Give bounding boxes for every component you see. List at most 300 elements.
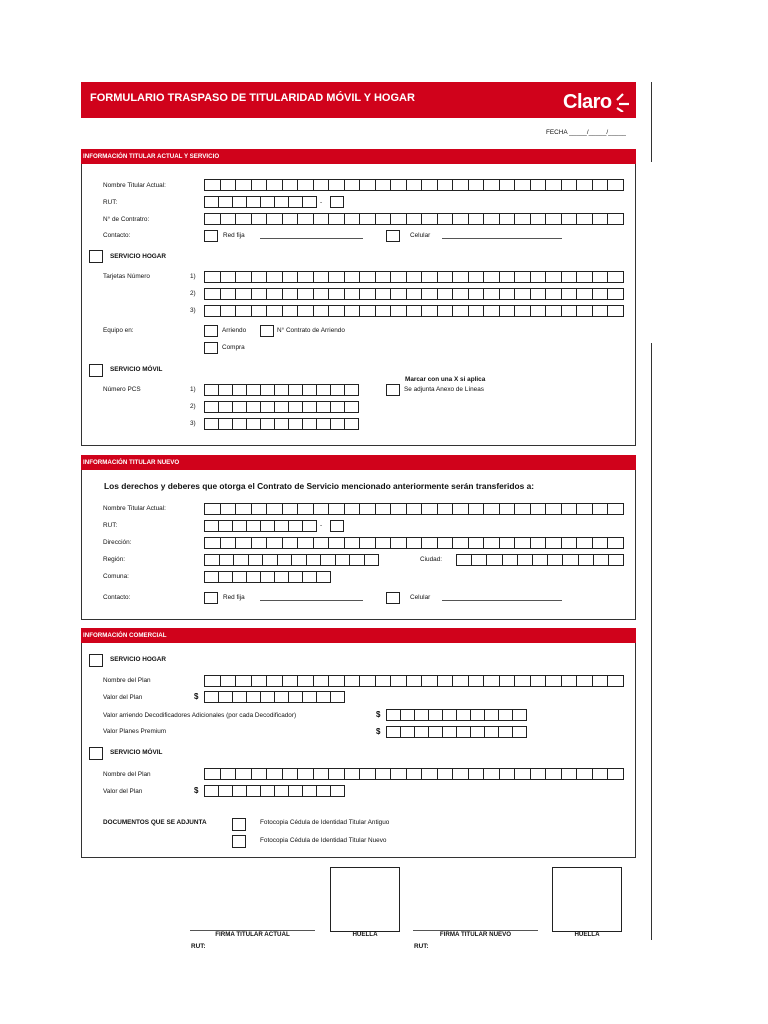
char-cell[interactable] [267, 179, 283, 191]
anexo-checkbox[interactable] [386, 384, 400, 396]
char-cell[interactable] [205, 384, 219, 396]
char-cell[interactable] [577, 305, 593, 317]
char-cell[interactable] [453, 179, 469, 191]
char-cell[interactable] [261, 571, 275, 583]
char-cell[interactable] [219, 196, 233, 208]
char-cell[interactable] [283, 768, 299, 780]
char-cell[interactable] [438, 179, 454, 191]
char-cell[interactable] [233, 401, 247, 413]
char-cell[interactable] [307, 554, 322, 566]
char-cell[interactable] [261, 520, 275, 532]
char-cell[interactable] [577, 503, 593, 515]
char-cell[interactable] [261, 785, 275, 797]
char-cell[interactable] [303, 384, 317, 396]
char-cell[interactable] [261, 418, 275, 430]
pcs-3-cells[interactable] [204, 418, 359, 430]
celular-line[interactable] [442, 238, 562, 239]
char-cell[interactable] [345, 537, 361, 549]
char-cell[interactable] [500, 503, 516, 515]
char-cell[interactable] [205, 571, 219, 583]
char-cell[interactable] [283, 288, 299, 300]
char-cell[interactable] [443, 726, 457, 738]
char-cell[interactable] [562, 271, 578, 283]
char-cell[interactable] [236, 503, 252, 515]
char-cell[interactable] [391, 179, 407, 191]
char-cell[interactable] [422, 537, 438, 549]
char-cell[interactable] [562, 305, 578, 317]
char-cell[interactable] [289, 384, 303, 396]
char-cell[interactable] [275, 785, 289, 797]
char-cell[interactable] [422, 271, 438, 283]
char-cell[interactable] [469, 288, 485, 300]
valor-arriendo-cells[interactable] [386, 709, 527, 721]
char-cell[interactable] [233, 520, 247, 532]
char-cell[interactable] [562, 213, 578, 225]
char-cell[interactable] [562, 768, 578, 780]
char-cell[interactable] [484, 288, 500, 300]
char-cell[interactable] [205, 554, 220, 566]
char-cell[interactable] [275, 418, 289, 430]
char-cell[interactable] [298, 768, 314, 780]
char-cell[interactable] [608, 537, 624, 549]
direccion-cells[interactable] [204, 537, 624, 549]
char-cell[interactable] [345, 418, 359, 430]
char-cell[interactable] [247, 418, 261, 430]
char-cell[interactable] [376, 768, 392, 780]
char-cell[interactable] [484, 768, 500, 780]
char-cell[interactable] [376, 213, 392, 225]
char-cell[interactable] [350, 554, 365, 566]
char-cell[interactable] [387, 726, 401, 738]
char-cell[interactable] [593, 675, 609, 687]
char-cell[interactable] [317, 401, 331, 413]
char-cell[interactable] [387, 709, 401, 721]
char-cell[interactable] [314, 503, 330, 515]
char-cell[interactable] [546, 768, 562, 780]
char-cell[interactable] [518, 554, 533, 566]
char-cell[interactable] [438, 288, 454, 300]
char-cell[interactable] [249, 554, 264, 566]
char-cell[interactable] [469, 179, 485, 191]
char-cell[interactable] [317, 571, 331, 583]
char-cell[interactable] [331, 401, 345, 413]
char-cell[interactable] [252, 675, 268, 687]
rut-cells[interactable] [204, 196, 317, 208]
char-cell[interactable] [283, 271, 299, 283]
char-cell[interactable] [608, 271, 624, 283]
char-cell[interactable] [457, 709, 471, 721]
char-cell[interactable] [275, 571, 289, 583]
char-cell[interactable] [314, 271, 330, 283]
char-cell[interactable] [391, 537, 407, 549]
char-cell[interactable] [515, 288, 531, 300]
char-cell[interactable] [219, 520, 233, 532]
char-cell[interactable] [303, 196, 317, 208]
char-cell[interactable] [593, 213, 609, 225]
char-cell[interactable] [303, 691, 317, 703]
char-cell[interactable] [453, 675, 469, 687]
char-cell[interactable] [548, 554, 563, 566]
char-cell[interactable] [407, 179, 423, 191]
char-cell[interactable] [577, 179, 593, 191]
char-cell[interactable] [546, 305, 562, 317]
char-cell[interactable] [391, 288, 407, 300]
char-cell[interactable] [221, 179, 237, 191]
char-cell[interactable] [453, 503, 469, 515]
char-cell[interactable] [453, 288, 469, 300]
nombre-titular-actual-cells[interactable] [204, 179, 624, 191]
char-cell[interactable] [278, 554, 293, 566]
char-cell[interactable] [360, 675, 376, 687]
char-cell[interactable] [407, 288, 423, 300]
char-cell[interactable] [469, 537, 485, 549]
char-cell[interactable] [608, 288, 624, 300]
char-cell[interactable] [247, 571, 261, 583]
char-cell[interactable] [376, 179, 392, 191]
char-cell[interactable] [267, 768, 283, 780]
char-cell[interactable] [317, 785, 331, 797]
char-cell[interactable] [298, 675, 314, 687]
char-cell[interactable] [407, 537, 423, 549]
nombre-plan-movil-cells[interactable] [204, 768, 624, 780]
char-cell[interactable] [289, 196, 303, 208]
char-cell[interactable] [531, 675, 547, 687]
char-cell[interactable] [438, 271, 454, 283]
char-cell[interactable] [283, 675, 299, 687]
char-cell[interactable] [261, 401, 275, 413]
char-cell[interactable] [608, 675, 624, 687]
char-cell[interactable] [515, 503, 531, 515]
char-cell[interactable] [531, 768, 547, 780]
char-cell[interactable] [236, 213, 252, 225]
celular-checkbox[interactable] [386, 230, 400, 242]
nombre-plan-hogar-cells[interactable] [204, 675, 624, 687]
char-cell[interactable] [331, 418, 345, 430]
valor-premium-cells[interactable] [386, 726, 527, 738]
char-cell[interactable] [221, 503, 237, 515]
char-cell[interactable] [205, 305, 221, 317]
char-cell[interactable] [360, 179, 376, 191]
ciudad-cells[interactable] [456, 554, 624, 566]
char-cell[interactable] [422, 305, 438, 317]
char-cell[interactable] [314, 768, 330, 780]
char-cell[interactable] [261, 196, 275, 208]
char-cell[interactable] [453, 768, 469, 780]
char-cell[interactable] [221, 537, 237, 549]
char-cell[interactable] [345, 503, 361, 515]
char-cell[interactable] [221, 271, 237, 283]
char-cell[interactable] [500, 213, 516, 225]
char-cell[interactable] [219, 785, 233, 797]
region-cells[interactable] [204, 554, 379, 566]
char-cell[interactable] [303, 520, 317, 532]
char-cell[interactable] [484, 213, 500, 225]
char-cell[interactable] [298, 503, 314, 515]
char-cell[interactable] [422, 288, 438, 300]
char-cell[interactable] [205, 520, 219, 532]
char-cell[interactable] [577, 288, 593, 300]
char-cell[interactable] [609, 554, 624, 566]
char-cell[interactable] [267, 213, 283, 225]
char-cell[interactable] [593, 768, 609, 780]
char-cell[interactable] [261, 384, 275, 396]
char-cell[interactable] [252, 503, 268, 515]
char-cell[interactable] [298, 288, 314, 300]
char-cell[interactable] [376, 271, 392, 283]
char-cell[interactable] [360, 768, 376, 780]
char-cell[interactable] [298, 213, 314, 225]
valor-plan-movil-cells[interactable] [204, 785, 345, 797]
valor-plan-hogar-cells[interactable] [204, 691, 345, 703]
char-cell[interactable] [261, 691, 275, 703]
char-cell[interactable] [345, 384, 359, 396]
char-cell[interactable] [205, 675, 221, 687]
char-cell[interactable] [267, 288, 283, 300]
celular-nuevo-checkbox[interactable] [386, 592, 400, 604]
char-cell[interactable] [289, 418, 303, 430]
char-cell[interactable] [233, 691, 247, 703]
char-cell[interactable] [438, 503, 454, 515]
char-cell[interactable] [360, 503, 376, 515]
char-cell[interactable] [329, 503, 345, 515]
char-cell[interactable] [365, 554, 380, 566]
char-cell[interactable] [252, 305, 268, 317]
char-cell[interactable] [577, 271, 593, 283]
char-cell[interactable] [298, 537, 314, 549]
char-cell[interactable] [329, 179, 345, 191]
char-cell[interactable] [345, 179, 361, 191]
char-cell[interactable] [314, 537, 330, 549]
nombre-titular-nuevo-cells[interactable] [204, 503, 624, 515]
char-cell[interactable] [531, 271, 547, 283]
char-cell[interactable] [457, 726, 471, 738]
char-cell[interactable] [471, 709, 485, 721]
char-cell[interactable] [422, 213, 438, 225]
rut-nuevo-dv-box[interactable] [330, 520, 344, 532]
char-cell[interactable] [484, 503, 500, 515]
char-cell[interactable] [289, 571, 303, 583]
foto-antiguo-checkbox[interactable] [232, 818, 246, 831]
char-cell[interactable] [546, 537, 562, 549]
char-cell[interactable] [360, 213, 376, 225]
char-cell[interactable] [219, 571, 233, 583]
char-cell[interactable] [289, 520, 303, 532]
char-cell[interactable] [484, 675, 500, 687]
char-cell[interactable] [275, 520, 289, 532]
char-cell[interactable] [594, 554, 609, 566]
char-cell[interactable] [438, 675, 454, 687]
char-cell[interactable] [252, 288, 268, 300]
char-cell[interactable] [453, 537, 469, 549]
char-cell[interactable] [247, 384, 261, 396]
char-cell[interactable] [236, 271, 252, 283]
char-cell[interactable] [298, 305, 314, 317]
char-cell[interactable] [219, 384, 233, 396]
char-cell[interactable] [500, 288, 516, 300]
char-cell[interactable] [503, 554, 518, 566]
char-cell[interactable] [531, 288, 547, 300]
char-cell[interactable] [205, 537, 221, 549]
char-cell[interactable] [485, 709, 499, 721]
char-cell[interactable] [407, 768, 423, 780]
char-cell[interactable] [484, 271, 500, 283]
char-cell[interactable] [407, 503, 423, 515]
char-cell[interactable] [252, 179, 268, 191]
char-cell[interactable] [484, 537, 500, 549]
rut-nuevo-cells[interactable] [204, 520, 317, 532]
char-cell[interactable] [515, 179, 531, 191]
char-cell[interactable] [275, 196, 289, 208]
char-cell[interactable] [247, 196, 261, 208]
char-cell[interactable] [577, 537, 593, 549]
char-cell[interactable] [267, 503, 283, 515]
char-cell[interactable] [234, 554, 249, 566]
char-cell[interactable] [376, 537, 392, 549]
char-cell[interactable] [267, 675, 283, 687]
char-cell[interactable] [205, 785, 219, 797]
tarjeta-2-cells[interactable] [204, 288, 624, 300]
char-cell[interactable] [329, 271, 345, 283]
char-cell[interactable] [252, 537, 268, 549]
char-cell[interactable] [321, 554, 336, 566]
char-cell[interactable] [205, 271, 221, 283]
char-cell[interactable] [515, 768, 531, 780]
char-cell[interactable] [533, 554, 548, 566]
char-cell[interactable] [469, 768, 485, 780]
char-cell[interactable] [331, 785, 345, 797]
char-cell[interactable] [443, 709, 457, 721]
char-cell[interactable] [422, 503, 438, 515]
char-cell[interactable] [219, 418, 233, 430]
char-cell[interactable] [275, 384, 289, 396]
char-cell[interactable] [345, 768, 361, 780]
char-cell[interactable] [283, 179, 299, 191]
char-cell[interactable] [345, 271, 361, 283]
servicio-movil-checkbox[interactable] [89, 364, 103, 377]
char-cell[interactable] [263, 554, 278, 566]
char-cell[interactable] [499, 709, 513, 721]
char-cell[interactable] [513, 709, 527, 721]
char-cell[interactable] [205, 288, 221, 300]
char-cell[interactable] [221, 288, 237, 300]
char-cell[interactable] [562, 537, 578, 549]
char-cell[interactable] [593, 271, 609, 283]
char-cell[interactable] [252, 213, 268, 225]
char-cell[interactable] [429, 709, 443, 721]
char-cell[interactable] [453, 271, 469, 283]
char-cell[interactable] [283, 503, 299, 515]
char-cell[interactable] [471, 726, 485, 738]
char-cell[interactable] [221, 675, 237, 687]
char-cell[interactable] [345, 288, 361, 300]
char-cell[interactable] [205, 179, 221, 191]
char-cell[interactable] [391, 213, 407, 225]
char-cell[interactable] [438, 768, 454, 780]
char-cell[interactable] [360, 271, 376, 283]
char-cell[interactable] [457, 554, 472, 566]
char-cell[interactable] [221, 768, 237, 780]
char-cell[interactable] [531, 305, 547, 317]
char-cell[interactable] [438, 305, 454, 317]
char-cell[interactable] [453, 305, 469, 317]
char-cell[interactable] [267, 271, 283, 283]
char-cell[interactable] [219, 401, 233, 413]
char-cell[interactable] [546, 213, 562, 225]
char-cell[interactable] [376, 675, 392, 687]
char-cell[interactable] [608, 213, 624, 225]
char-cell[interactable] [275, 691, 289, 703]
char-cell[interactable] [236, 537, 252, 549]
char-cell[interactable] [205, 768, 221, 780]
char-cell[interactable] [329, 305, 345, 317]
char-cell[interactable] [577, 675, 593, 687]
char-cell[interactable] [484, 179, 500, 191]
char-cell[interactable] [205, 503, 221, 515]
char-cell[interactable] [484, 305, 500, 317]
char-cell[interactable] [303, 418, 317, 430]
char-cell[interactable] [314, 213, 330, 225]
char-cell[interactable] [289, 401, 303, 413]
pcs-1-cells[interactable] [204, 384, 359, 396]
red-fija-checkbox[interactable] [204, 230, 218, 242]
char-cell[interactable] [593, 288, 609, 300]
char-cell[interactable] [331, 384, 345, 396]
char-cell[interactable] [608, 768, 624, 780]
char-cell[interactable] [329, 213, 345, 225]
char-cell[interactable] [233, 571, 247, 583]
char-cell[interactable] [252, 271, 268, 283]
char-cell[interactable] [303, 785, 317, 797]
char-cell[interactable] [236, 768, 252, 780]
char-cell[interactable] [376, 503, 392, 515]
huella-box-actual[interactable] [330, 867, 400, 932]
char-cell[interactable] [562, 675, 578, 687]
comuna-cells[interactable] [204, 571, 331, 583]
fecha-field[interactable]: FECHA _____/_____/_____ [546, 129, 626, 136]
char-cell[interactable] [205, 196, 219, 208]
char-cell[interactable] [233, 418, 247, 430]
char-cell[interactable] [500, 271, 516, 283]
char-cell[interactable] [438, 213, 454, 225]
char-cell[interactable] [205, 418, 219, 430]
char-cell[interactable] [593, 179, 609, 191]
char-cell[interactable] [298, 179, 314, 191]
char-cell[interactable] [500, 179, 516, 191]
char-cell[interactable] [469, 305, 485, 317]
char-cell[interactable] [546, 271, 562, 283]
char-cell[interactable] [401, 726, 415, 738]
char-cell[interactable] [593, 305, 609, 317]
char-cell[interactable] [515, 675, 531, 687]
char-cell[interactable] [546, 288, 562, 300]
char-cell[interactable] [500, 675, 516, 687]
char-cell[interactable] [593, 503, 609, 515]
char-cell[interactable] [422, 675, 438, 687]
red-fija-line[interactable] [260, 238, 363, 239]
char-cell[interactable] [531, 213, 547, 225]
char-cell[interactable] [513, 726, 527, 738]
char-cell[interactable] [233, 384, 247, 396]
char-cell[interactable] [292, 554, 307, 566]
char-cell[interactable] [593, 537, 609, 549]
char-cell[interactable] [531, 537, 547, 549]
red-fija-nuevo-checkbox[interactable] [204, 592, 218, 604]
char-cell[interactable] [267, 537, 283, 549]
char-cell[interactable] [469, 213, 485, 225]
char-cell[interactable] [329, 675, 345, 687]
servicio-hogar-comercial-checkbox[interactable] [89, 654, 103, 667]
compra-checkbox[interactable] [204, 342, 218, 354]
